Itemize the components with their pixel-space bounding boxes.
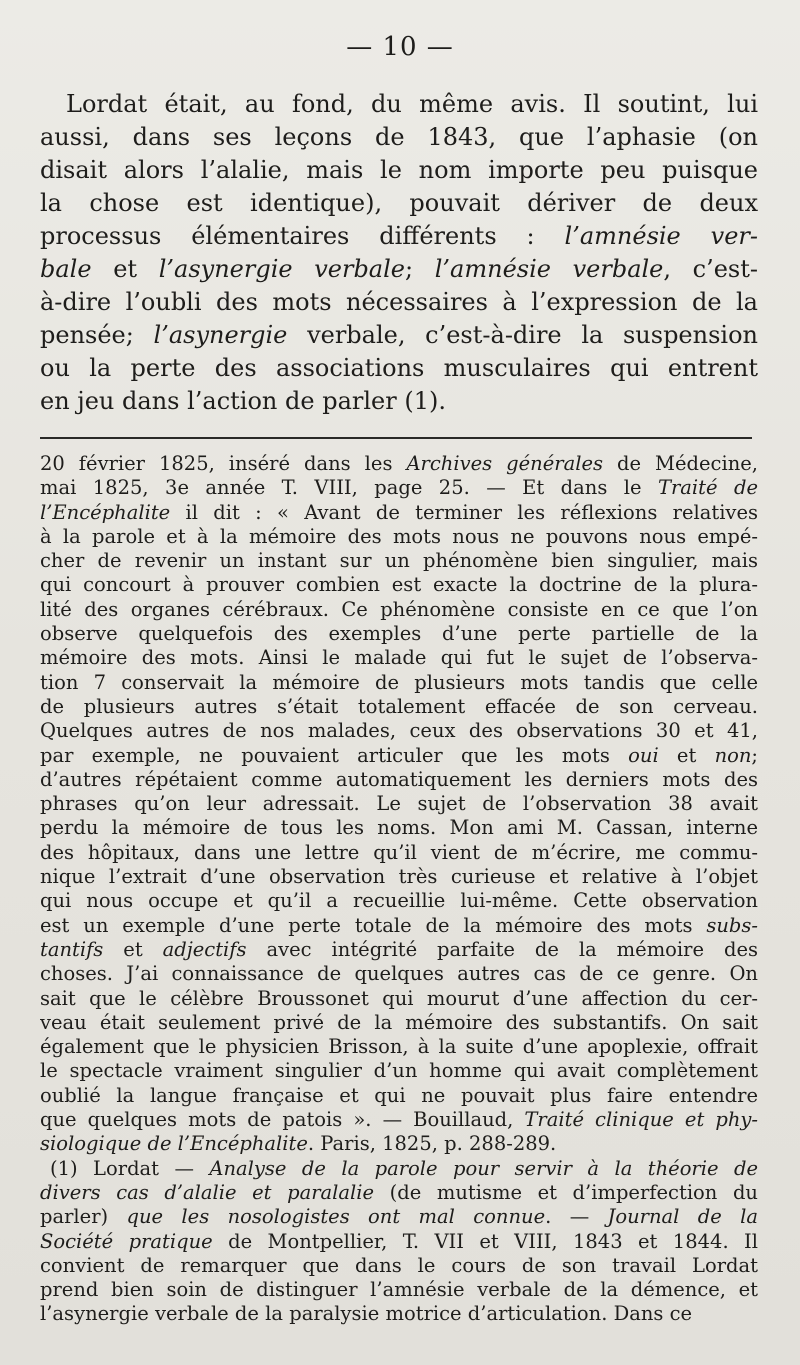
text-run: par exemple, ne pouvaient articuler que les mots: [40, 743, 629, 767]
footnote-line: [40, 525, 758, 549]
footnote-line: [40, 671, 758, 695]
italic-text-run: l’asynergie verbale: [158, 255, 405, 283]
text-run: choses. J’ai connaissance de quelques autres cas de ce genre. On: [40, 962, 758, 986]
text-run: phrases qu’on leur adressait. Le sujet de l’observation 38 avait: [40, 792, 758, 816]
italic-text-run: Traité clinique et phy-: [524, 1108, 758, 1132]
paragraph-line: [40, 352, 758, 385]
text-run: avec intégrité parfaite de la mémoire des: [246, 937, 758, 961]
footnote-line: [40, 1254, 758, 1278]
text-run: et: [91, 255, 159, 283]
italic-text-run: non: [714, 743, 752, 767]
footnote-line: [40, 452, 758, 476]
paragraph-line: [40, 220, 758, 253]
page-number: — 10 —: [346, 32, 454, 62]
footnotes: [40, 452, 758, 1327]
paragraph-line: [40, 88, 758, 121]
paragraph-line: [40, 385, 758, 418]
italic-text-run: Société pratique: [40, 1229, 213, 1253]
italic-text-run: siologique de l’Encéphalite: [40, 1132, 308, 1156]
text-run: qui nous occupe et qu’il a recueillie lui-même. Cette observation: [40, 889, 758, 913]
text-run: ou la perte des associations musculaires qui entrent: [40, 354, 758, 382]
italic-text-run: l’amnésie verbale: [434, 255, 664, 283]
text-run: Quelques autres de nos malades, ceux des observations 30 et 41,: [40, 719, 758, 743]
paragraph-line: [40, 319, 758, 352]
text-run: mémoire des mots. Ainsi le malade qui fut le sujet de l’observa-: [40, 646, 758, 670]
italic-text-run: Traité de: [657, 476, 758, 500]
paragraph-line: [40, 286, 758, 319]
footnote-separator-rule: [40, 437, 752, 439]
footnote-line: [40, 1302, 758, 1326]
italic-text-run: subs-: [706, 913, 758, 937]
text-run: de plusieurs autres s’était totalement effacée de son cerveau.: [40, 694, 758, 718]
footnote-line: [40, 476, 758, 500]
text-run: aussi, dans ses leçons de 1843, que l’aphasie (on: [40, 123, 758, 151]
footnote-line: [40, 816, 758, 840]
text-run: de Montpellier, T. VII et VIII, 1843 et 1844. Il: [212, 1229, 758, 1253]
text-run: la chose est identique), pouvait dériver de deux: [40, 189, 758, 217]
text-run: disait alors l’alalie, mais le nom importe peu puisque: [40, 156, 758, 184]
footnote-line: [40, 744, 758, 768]
text-run: perdu la mémoire de tous les noms. Mon ami M. Cassan, interne: [40, 816, 758, 840]
text-run: Lordat était, au fond, du même avis. Il soutint, lui: [66, 90, 758, 118]
footnote-line: [40, 1035, 758, 1059]
text-run: mai 1825, 3e année T. VIII, page 25. — Et dans le: [40, 476, 658, 500]
footnote-line: [40, 914, 758, 938]
text-run: des hôpitaux, dans une lettre qu’il vient de m’écrire, me commu-: [40, 840, 758, 864]
text-run: et: [658, 743, 715, 767]
italic-text-run: divers cas d’alalie et paralalie: [40, 1180, 375, 1204]
main-paragraph: [40, 88, 758, 418]
italic-text-run: l’amnésie ver-: [564, 222, 758, 250]
footnote-line: [40, 1278, 758, 1302]
footnote-line: [40, 1132, 758, 1156]
text-run: observe quelquefois des exemples d’une perte partielle de la: [40, 622, 758, 646]
footnote-line: [40, 1011, 758, 1035]
paragraph-line: [40, 187, 758, 220]
text-run: veau était seulement privé de la mémoire des substantifs. On sait: [40, 1010, 758, 1034]
text-run: sait que le célèbre Broussonet qui mourut d’une affection du cer-: [40, 986, 758, 1010]
text-run: nique l’extrait d’une observation très curieuse et relative à l’objet: [40, 865, 758, 889]
footnote-line: [40, 865, 758, 889]
paragraph-line: [40, 154, 758, 187]
footnote-line: [40, 598, 758, 622]
footnote-line: [40, 646, 758, 670]
text-run: oublié la langue française et qui ne pouvait plus faire entendre: [40, 1083, 758, 1107]
italic-text-run: Analyse de la parole pour servir à la théorie de: [209, 1156, 758, 1180]
footnote-line: [40, 1059, 758, 1083]
text-run: qui concourt à prouver combien est exacte la doctrine de la plura-: [40, 573, 758, 597]
italic-text-run: que les nosologistes ont mal connue: [126, 1205, 546, 1229]
footnote-line: [40, 573, 758, 597]
footnote-line: [40, 1157, 758, 1181]
text-run: . Paris, 1825, p. 288-289.: [307, 1132, 557, 1156]
text-run: verbale, c’est-à-dire la suspension: [287, 321, 758, 349]
footnote-line: [40, 501, 758, 525]
footnote-line: [40, 962, 758, 986]
text-run: , c’est-: [663, 255, 758, 283]
text-run: . —: [545, 1205, 608, 1229]
italic-text-run: bale: [40, 255, 92, 283]
text-run: pensée;: [40, 321, 154, 349]
text-run: (1) Lordat —: [50, 1156, 210, 1180]
italic-text-run: tantifs: [40, 937, 104, 961]
text-run: tion 7 conservait la mémoire de plusieurs mots tandis que celle: [40, 670, 758, 694]
text-run: 20 février 1825, inséré dans les: [40, 452, 407, 475]
footnote-line: [40, 1181, 758, 1205]
text-run: processus élémentaires différents :: [40, 222, 565, 250]
text-run: le spectacle vraiment singulier d’un homme qui avait complètement: [40, 1059, 758, 1083]
text-run: que quelques mots de patois ». — Bouillaud,: [40, 1108, 525, 1132]
footnote-line: [40, 792, 758, 816]
text-run: est un exemple d’une perte totale de la mémoire des mots: [40, 913, 707, 937]
footnote-line: [40, 938, 758, 962]
footnote-line: [40, 889, 758, 913]
footnote-line: [40, 987, 758, 1011]
footnote-line: [40, 1084, 758, 1108]
footnote-line: [40, 841, 758, 865]
text-run: il dit : « Avant de terminer les réflexions relatives: [170, 500, 758, 524]
footnote-line: [40, 768, 758, 792]
text-run: prend bien soin de distinguer l’amnésie verbale de la démence, et: [40, 1278, 758, 1302]
text-run: convient de remarquer que dans le cours de son travail Lordat: [40, 1253, 758, 1277]
italic-text-run: oui: [628, 743, 659, 767]
text-run: de Médecine,: [603, 452, 758, 475]
text-run: ;: [751, 743, 758, 767]
italic-text-run: l’asynergie: [153, 321, 288, 349]
text-run: lité des organes cérébraux. Ce phénomène consiste en ce que l’on: [40, 597, 758, 621]
text-run: et: [103, 937, 163, 961]
text-run: d’autres répétaient comme automatiquement les derniers mots des: [40, 767, 758, 791]
footnote-line: [40, 1230, 758, 1254]
text-run: parler): [40, 1205, 127, 1229]
italic-text-run: adjectifs: [162, 937, 247, 961]
footnote-line: [40, 622, 758, 646]
footnote-line: [40, 695, 758, 719]
text-run: en jeu dans l’action de parler (1).: [40, 387, 446, 415]
footnote-line: [40, 1205, 758, 1229]
paragraph-line: [40, 121, 758, 154]
text-run: à la parole et à la mémoire des mots nous ne pouvons nous empé-: [40, 524, 758, 548]
paragraph-line: [40, 253, 758, 286]
footnote-line: [40, 1108, 758, 1132]
text-run: (de mutisme et d’imperfection du: [374, 1180, 758, 1204]
text-run: ;: [405, 255, 435, 283]
footnote-line: [40, 549, 758, 573]
text-run: à-dire l’oubli des mots nécessaires à l’expression de la: [40, 288, 758, 316]
italic-text-run: Archives générales: [406, 452, 603, 475]
text-run: également que le physicien Brisson, à la suite d’une apoplexie, offrait: [40, 1035, 758, 1059]
italic-text-run: l’Encéphalite: [40, 500, 171, 524]
text-run: l’asynergie verbale de la paralysie motrice d’articulation. Dans ce: [40, 1302, 693, 1326]
italic-text-run: Journal de la: [607, 1205, 758, 1229]
footnote-line: [40, 719, 758, 743]
text-run: cher de revenir un instant sur un phénomène bien singulier, mais: [40, 549, 758, 573]
